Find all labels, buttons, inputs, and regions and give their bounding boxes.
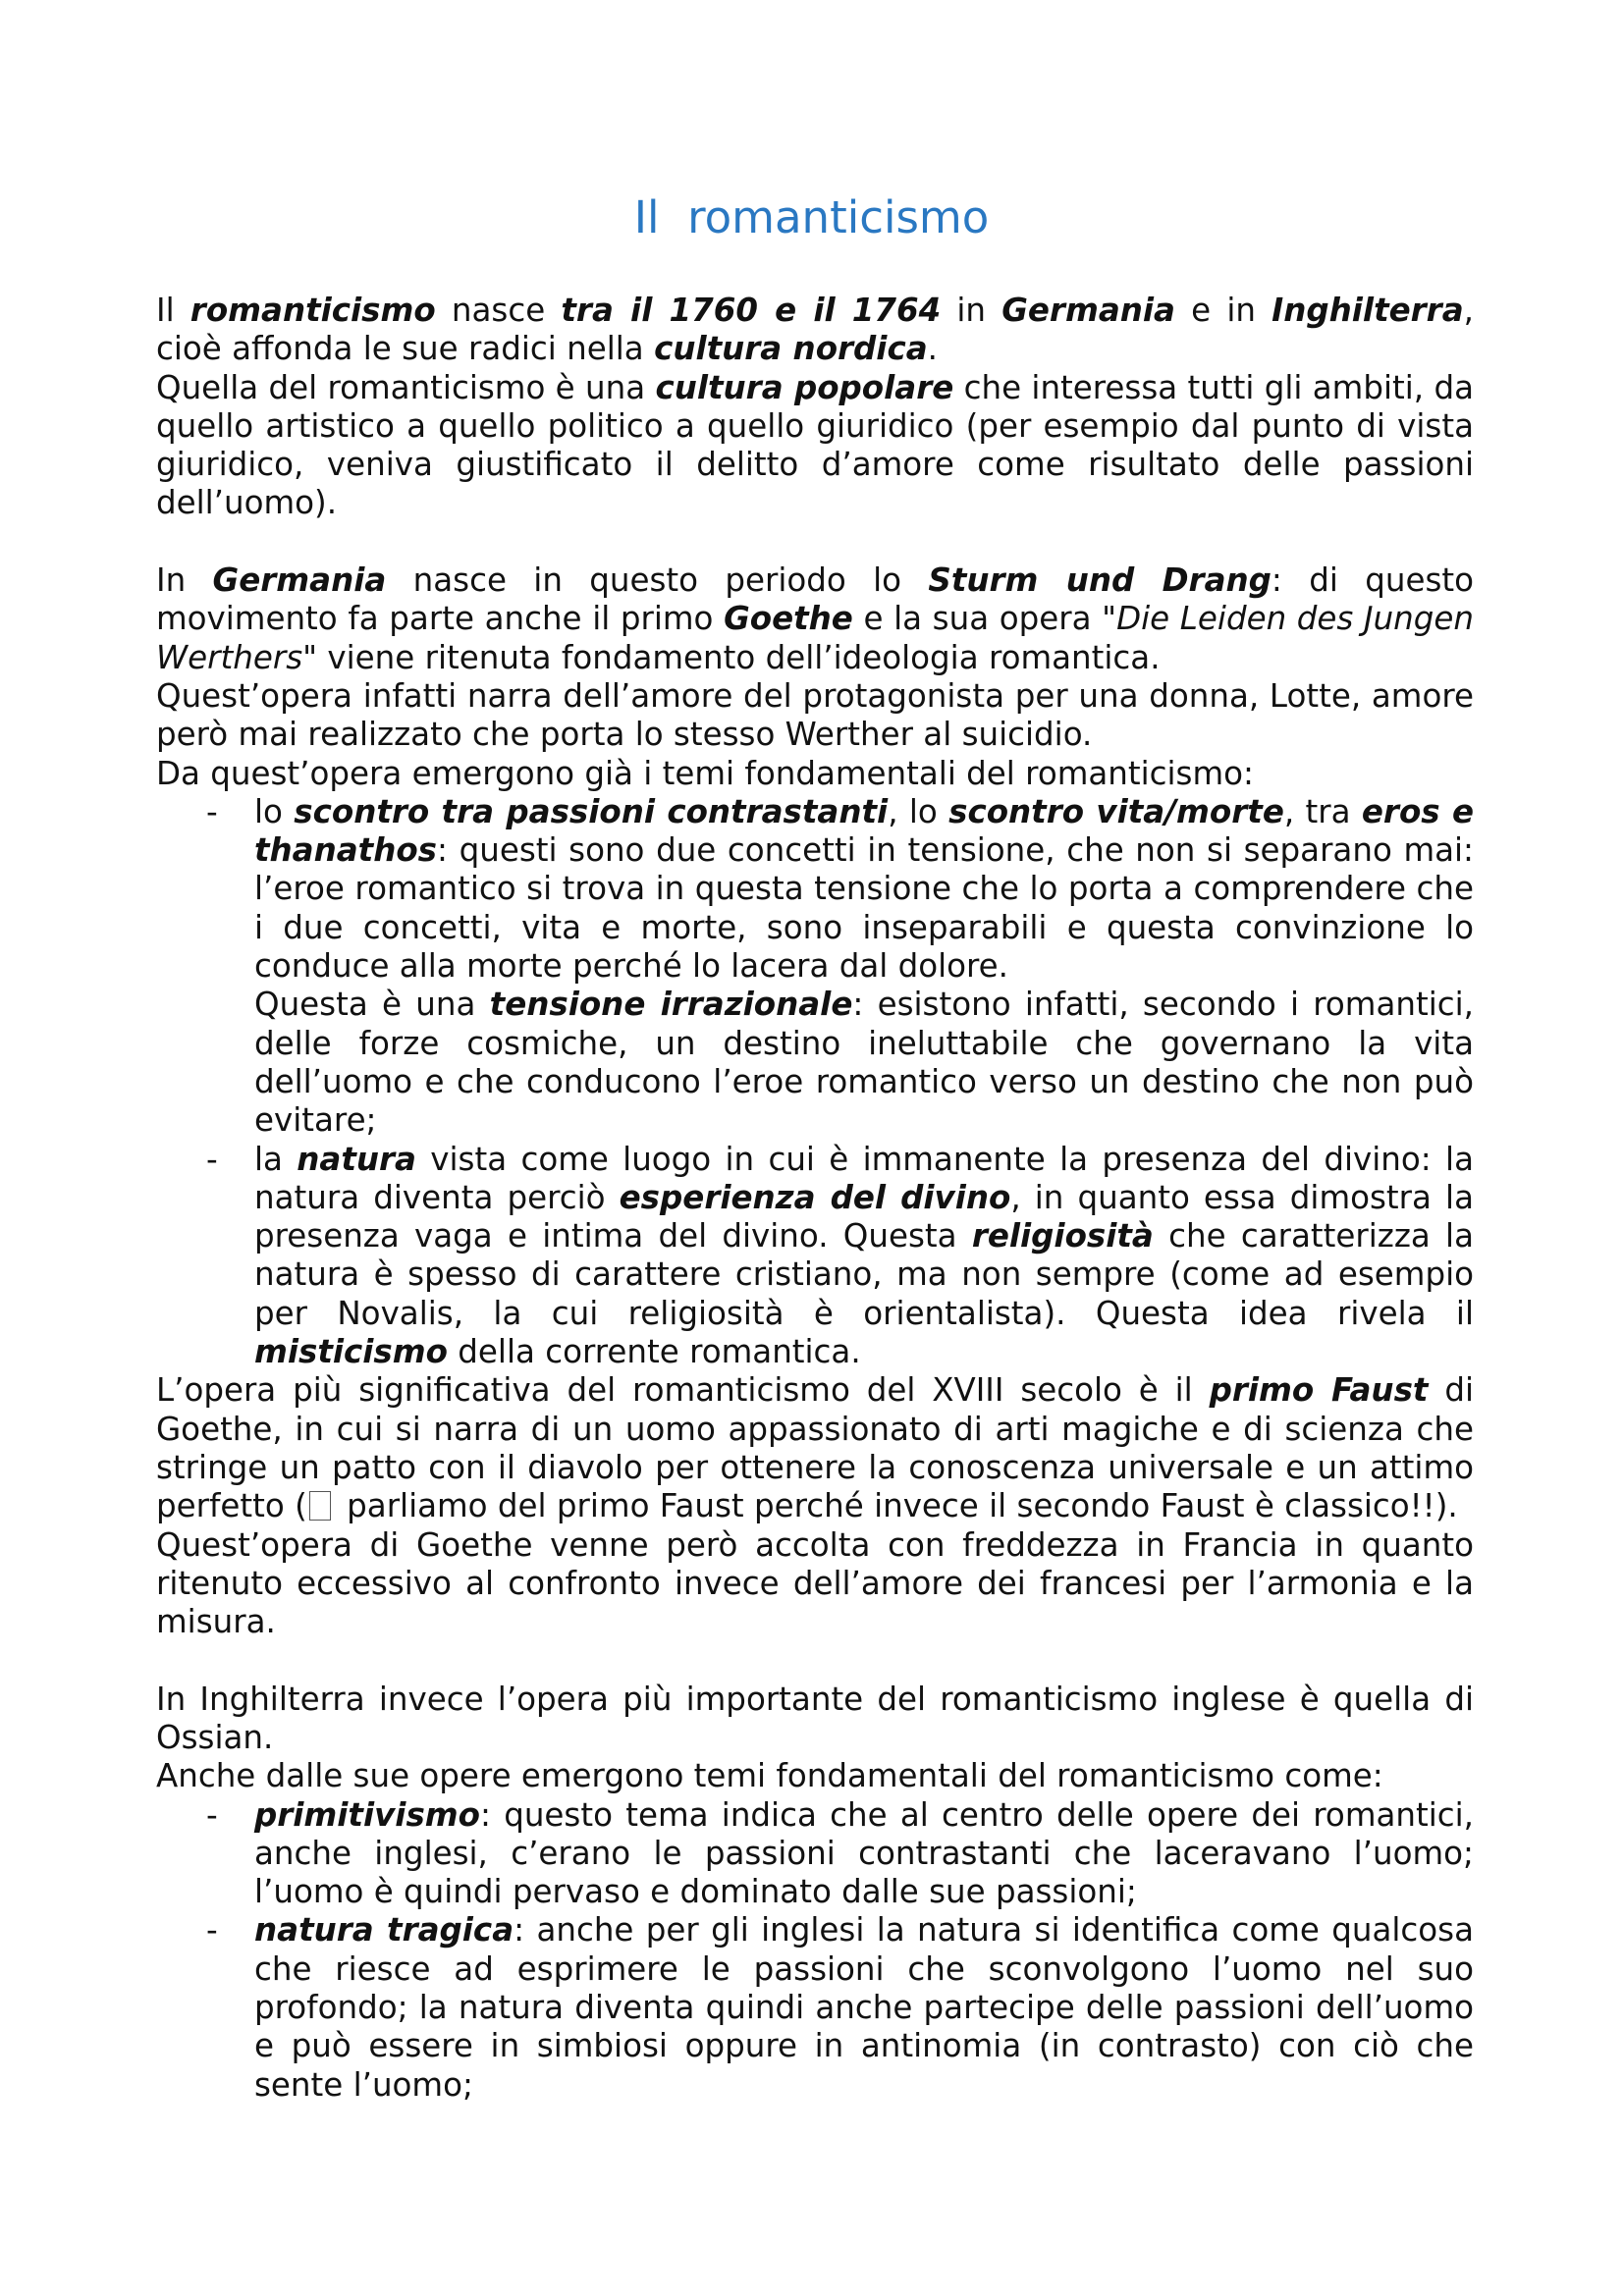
emphasis: natura tragica [254, 1911, 514, 1949]
paragraph-cultura-popolare: Quella del romanticismo è una cultura popolare che interessa tutti gli ambiti, da quello artistico a quello politico a quello giuridico (per esempio dal punto di vista giuridico, veniva giustificato il delitto d’amore come risultato delle passioni dell’uomo). [156, 368, 1474, 522]
emphasis: cultura popolare [655, 368, 954, 406]
emphasis: tra il 1760 e il 1764 [561, 292, 942, 329]
list-item-continuation: Questa è una tensione irrazionale: esistono infatti, secondo i romantici, delle forze cosmiche, un destino ineluttabile che governano la vita dell’uomo e che conducono l’eroe romantico verso un destino che non può evitare; [254, 986, 1474, 1140]
emphasis: Sturm und Drang [928, 561, 1271, 600]
emphasis: Germania [212, 561, 387, 600]
emphasis: primitivismo [254, 1795, 480, 1834]
work-title: Die Leiden des Jungen Werthers [156, 600, 1474, 676]
paragraph-faust: L’opera più significativa del romanticismo del XVIII secolo è il primo Faust di Goethe, in cui si narra di un uomo appassionato di arti magiche e di scienza che stringe un patto con il diavolo per ottenere la conoscenza universale e un attimo perfetto ( parliamo del primo Faust perché invece il secondo Faust è classico!!). [156, 1371, 1474, 1525]
emphasis: eros e thanathos [254, 792, 1474, 870]
emphasis: religiosità [971, 1217, 1154, 1255]
emphasis: primo Faust [1209, 1371, 1429, 1410]
document-body [156, 292, 1474, 2105]
emphasis: scontro tra passioni contrastanti [294, 792, 889, 830]
emphasis: romanticismo [189, 292, 436, 329]
emphasis: Germania [1001, 292, 1175, 329]
paragraph-germania: In Germania nasce in questo periodo lo Sturm und Drang: di questo movimento fa parte anche il primo Goethe e la sua opera "Die Leiden des Jungen Werthers" viene ritenuta fondamento dell’ideologia romantica. [156, 561, 1474, 676]
themes-list [156, 793, 1474, 1371]
paragraph-inghilterra: In Inghilterra invece l’opera più importante del romanticismo inglese è quella di Ossian. [156, 1680, 1474, 1756]
emphasis: esperienza del divino [619, 1178, 1011, 1216]
list-item: - la natura vista come luogo in cui è immanente la presenza del divino: la natura diventa perciò esperienza del divino, in quanto essa dimostra la presenza vaga e intima del divino. Questa religiosità che caratterizza la natura è spesso di carattere cristiano, ma non sempre (come ad esempio per Novalis, la cui religiosità è orientalista). Questa idea rivela il misticismo della corrente romantica. [254, 1141, 1474, 1372]
emphasis: cultura nordica [654, 330, 928, 368]
emphasis: tensione irrazionale [489, 986, 853, 1024]
paragraph-opera: Quest’opera infatti narra dell’amore del protagonista per una donna, Lotte, amore però mai realizzato che porta lo stesso Werther al suicidio. [156, 676, 1474, 754]
paragraph-spacer [156, 523, 1474, 561]
list-item: - lo scontro tra passioni contrastanti, lo scontro vita/morte, tra eros e thanathos: questi sono due concetti in tensione, che non si separano mai: l’eroe romantico si trova in questa tensione che lo porta a comprendere che i due concetti, vita e morte, sono inseparabili e questa convinzione lo conduce alla morte perché lo lacera dal dolore. Questa è una tensione irrazionale: esistono infatti, secondo i romantici, delle forze cosmiche, un destino ineluttabile che governano la vita dell’uomo e che conducono l’eroe romantico verso un destino che non può evitare; [254, 793, 1474, 1141]
emphasis: Inghilterra [1271, 292, 1464, 329]
paragraph-temi-inglesi: Anche dalle sue opere emergono temi fondamentali del romanticismo come: [156, 1757, 1383, 1795]
paragraph-francia: Quest’opera di Goethe venne però accolta con freddezza in Francia in quanto ritenuto eccessivo al confronto invece dell’amore dei francesi per l’armonia e la misura. [156, 1525, 1474, 1641]
paragraph-spacer [156, 1641, 1474, 1680]
paragraph-intro: Il romanticismo nasce tra il 1760 e il 1764 in Germania e in Inghilterra, cioè affonda le sue radici nella cultura nordica. [156, 292, 1474, 368]
paragraph-temi: Da quest’opera emergono già i temi fondamentali del romanticismo: [156, 754, 1254, 792]
list-item: - primitivismo: questo tema indica che al centro delle opere dei romantici, anche inglesi, c’erano le passioni contrastanti che laceravano l’uomo; l’uomo è quindi pervaso e dominato dalle sue passioni; [254, 1796, 1474, 1912]
list-item: - natura tragica: anche per gli inglesi la natura si identifica come qualcosa che riesce ad esprimere le passioni che sconvolgono l’uomo nel suo profondo; la natura diventa quindi anche partecipe delle passioni dell’uomo e può essere in simbiosi oppure in antinomia (in contrasto) con ciò che sente l’uomo; [254, 1911, 1474, 2104]
emphasis: Goethe [724, 600, 853, 638]
emphasis: natura [297, 1140, 416, 1178]
emphasis: misticismo [254, 1333, 448, 1371]
emphasis: scontro vita/morte [948, 792, 1284, 830]
arrow-icon [309, 1491, 331, 1521]
english-themes-list [156, 1796, 1474, 2105]
page-title: Il romanticismo [633, 191, 990, 243]
